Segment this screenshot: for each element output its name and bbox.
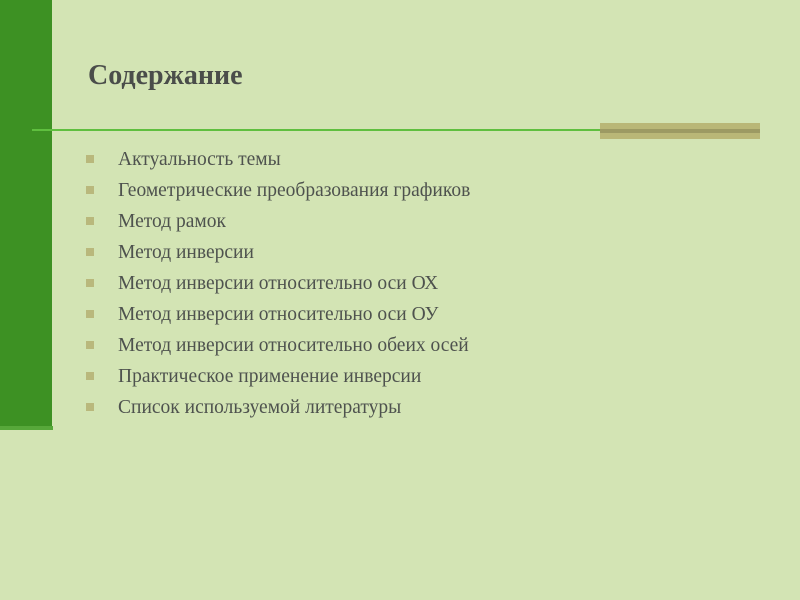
side-accent-bar xyxy=(0,0,52,428)
list-item-text: Метод инверсии относительно оси ОХ xyxy=(118,273,439,294)
square-bullet-icon xyxy=(86,372,94,380)
list-item-text: Геометрические преобразования графиков xyxy=(118,180,471,201)
square-bullet-icon xyxy=(86,279,94,287)
side-accent-bar-edge xyxy=(0,426,53,430)
list-item-text: Список используемой литературы xyxy=(118,397,402,418)
list-item-text: Метод рамок xyxy=(118,211,226,232)
square-bullet-icon xyxy=(86,155,94,163)
list-item-text: Метод инверсии относительно оси ОУ xyxy=(118,304,439,325)
square-bullet-icon xyxy=(86,248,94,256)
list-item-text: Практическое применение инверсии xyxy=(118,366,422,387)
square-bullet-icon xyxy=(86,186,94,194)
square-bullet-icon xyxy=(86,403,94,411)
square-bullet-icon xyxy=(86,217,94,225)
title-divider-accent xyxy=(600,123,760,139)
slide-title: Содержание xyxy=(88,60,243,91)
list-item-text: Метод инверсии относительно обеих осей xyxy=(118,335,469,356)
list-item-text: Метод инверсии xyxy=(118,242,254,263)
square-bullet-icon xyxy=(86,341,94,349)
list-item-text: Актуальность темы xyxy=(118,149,281,170)
square-bullet-icon xyxy=(86,310,94,318)
